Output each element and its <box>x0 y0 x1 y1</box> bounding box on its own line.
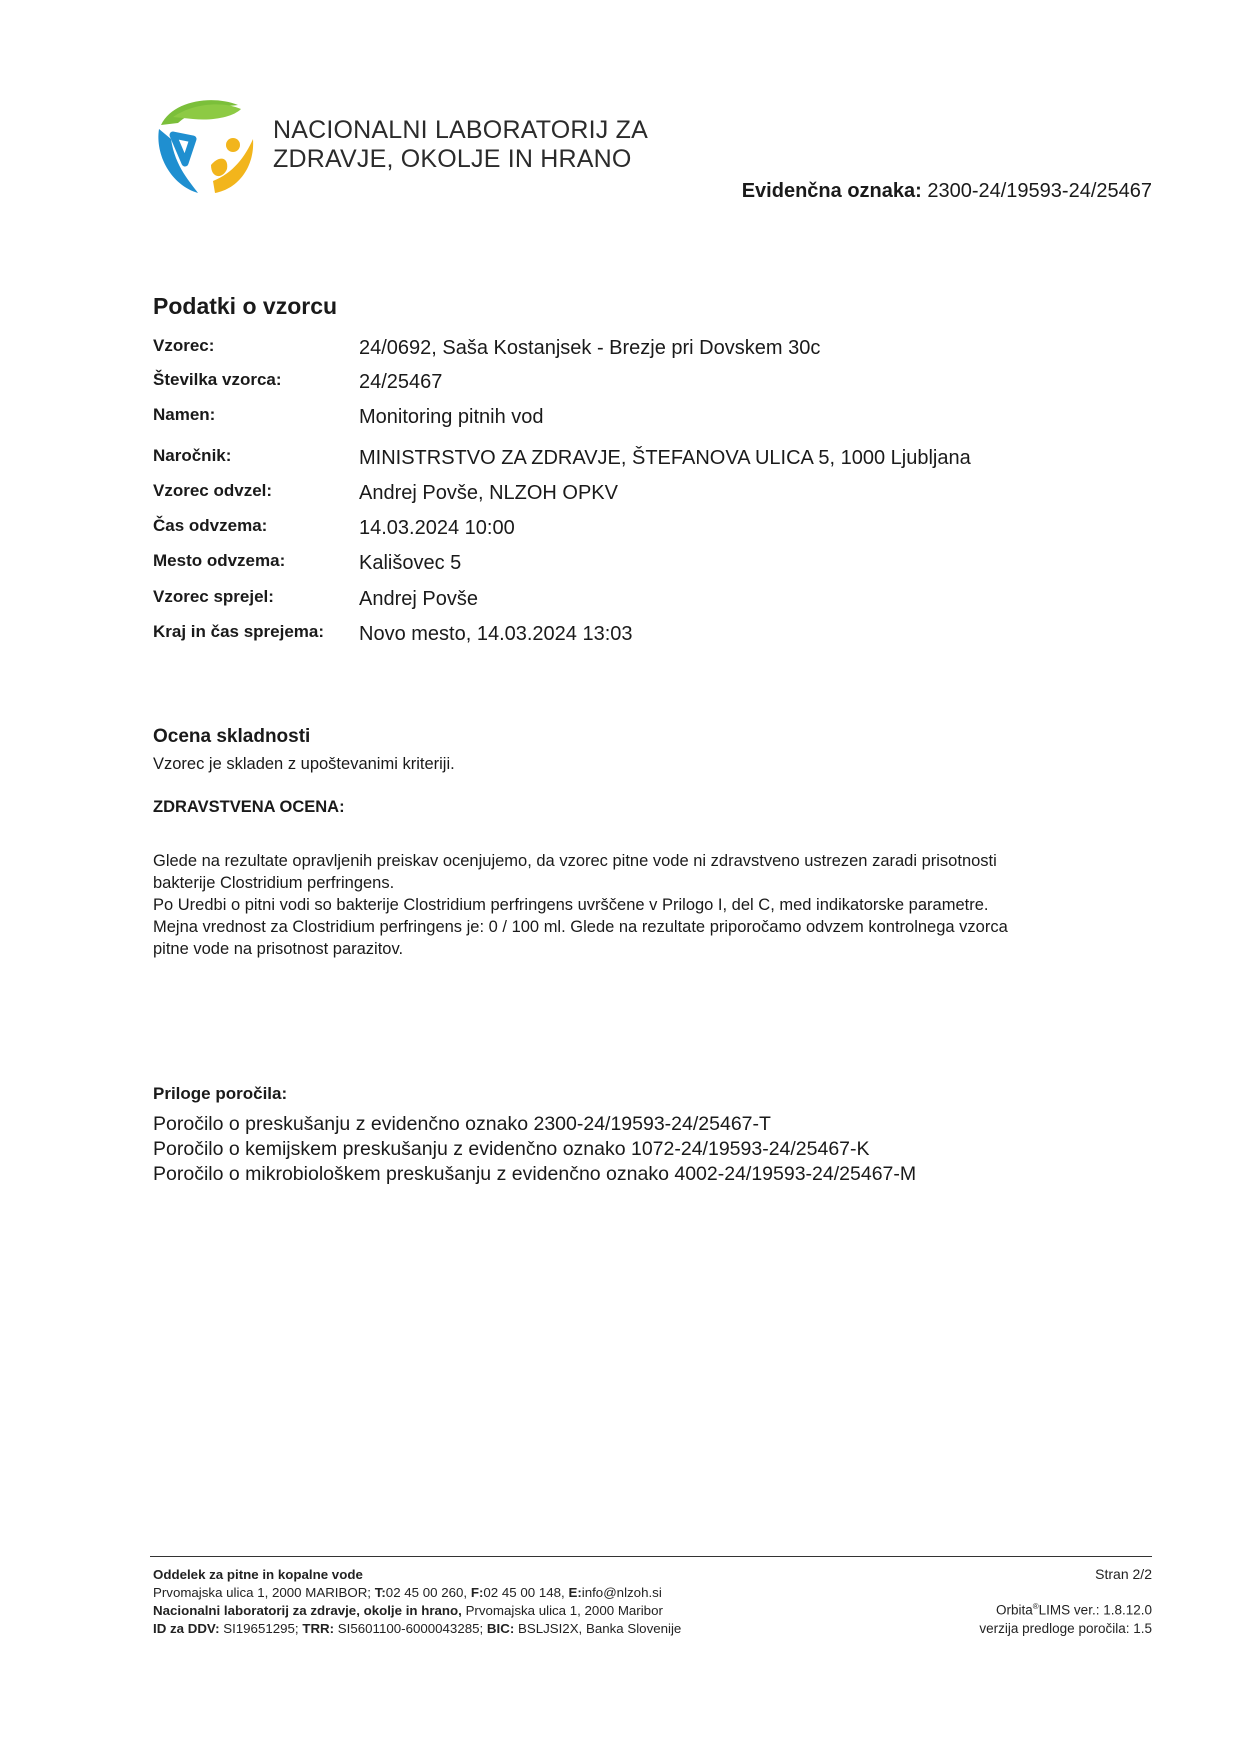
sample-section-title: Podatki o vzorcu <box>153 293 338 319</box>
row-value: MINISTRSTVO ZA ZDRAVJE, ŠTEFANOVA ULICA 5, 1000 Ljubljana <box>359 447 971 469</box>
row-label: Vzorec: <box>153 336 215 355</box>
assessment-line: bakterije Clostridium perfringens. <box>153 874 395 892</box>
sample-row <box>153 336 1153 366</box>
assessment-text: Vzorec je skladen z upoštevanimi kriteriji. <box>153 755 455 773</box>
row-label: Mesto odvzema: <box>153 551 286 570</box>
row-label: Namen: <box>153 405 216 424</box>
footer-address-line: Prvomajska ulica 1, 2000 MARIBOR; T:02 45 00 260, F:02 45 00 148, E:info@nlzoh.si <box>153 1585 662 1600</box>
reference-value: 2300-24/19593-24/25467 <box>927 180 1152 202</box>
health-assessment-title: ZDRAVSTVENA OCENA: <box>153 798 345 816</box>
attachments-title: Priloge poročila: <box>153 1084 288 1103</box>
sample-row <box>153 551 1153 581</box>
attachment-item: Poročilo o kemijskem preskušanju z evidenčno oznako 1072-24/19593-24/25467-K <box>153 1138 870 1160</box>
row-label: Vzorec sprejel: <box>153 587 274 606</box>
organization-name <box>273 116 648 174</box>
row-label: Naročnik: <box>153 446 232 465</box>
sample-row <box>153 370 1153 400</box>
health-assessment-text <box>153 850 1113 960</box>
row-value: 14.03.2024 10:00 <box>359 517 515 539</box>
row-value: Andrej Povše, NLZOH OPKV <box>359 482 618 504</box>
attachment-item: Poročilo o mikrobiološkem preskušanju z evidenčno oznako 4002-24/19593-24/25467-M <box>153 1163 917 1185</box>
org-name-line2: ZDRAVJE, OKOLJE IN HRANO <box>273 145 632 173</box>
assessment-line: pitne vode na prisotnost parazitov. <box>153 940 404 958</box>
nlzoh-logo <box>153 95 265 199</box>
footer-tax-line: ID za DDV: SI19651295; TRR: SI5601100-6000043285; BIC: BSLJSI2X, Banka Slovenije <box>153 1621 682 1636</box>
sample-row <box>153 405 1153 435</box>
footer-divider <box>150 1556 1152 1557</box>
reference-label: Evidenčna oznaka: <box>741 180 922 202</box>
row-value: Monitoring pitnih vod <box>359 406 544 428</box>
row-value: Novo mesto, 14.03.2024 13:03 <box>359 623 633 645</box>
attachments-list <box>153 1112 916 1187</box>
sample-row <box>153 481 1153 511</box>
sample-row <box>153 587 1153 617</box>
org-name-line1: NACIONALNI LABORATORIJ ZA <box>273 116 648 144</box>
footer-contact <box>153 1566 681 1638</box>
sample-row <box>153 622 1153 652</box>
footer-version-info <box>979 1598 1152 1638</box>
assessment-title: Ocena skladnosti <box>153 726 311 747</box>
row-value: Kališovec 5 <box>359 552 462 574</box>
row-label: Številka vzorca: <box>153 370 282 389</box>
row-label: Vzorec odvzel: <box>153 481 273 500</box>
row-label: Kraj in čas sprejema: <box>153 622 325 641</box>
sample-row <box>153 516 1153 546</box>
row-value: 24/25467 <box>359 371 443 393</box>
reference-number <box>742 180 1152 203</box>
footer-department: Oddelek za pitne in kopalne vode <box>153 1567 363 1582</box>
row-value: Andrej Povše <box>359 588 478 610</box>
row-value: 24/0692, Saša Kostanjsek - Brezje pri Dovskem 30c <box>359 337 821 359</box>
sample-row <box>153 446 1153 476</box>
page-number: Stran 2/2 <box>1095 1566 1152 1582</box>
footer-institution-line: Nacionalni laboratorij za zdravje, okolje in hrano, Prvomajska ulica 1, 2000 Maribor <box>153 1603 663 1618</box>
assessment-line: Mejna vrednost za Clostridium perfringens je: 0 / 100 ml. Glede na rezultate priporočamo odvzem kontrolnega vzorca <box>153 918 1008 936</box>
assessment-line: Glede na rezultate opravljenih preiskav ocenjujemo, da vzorec pitne vode ni zdravstveno ustrezen zaradi prisotnosti <box>153 852 997 870</box>
assessment-line: Po Uredbi o pitni vodi so bakterije Clostridium perfringens uvrščene v Prilogo I, del C, med indikatorske parametre. <box>153 896 989 914</box>
attachment-item: Poročilo o preskušanju z evidenčno oznako 2300-24/19593-24/25467-T <box>153 1113 771 1135</box>
template-version: verzija predloge poročila: 1.5 <box>979 1620 1152 1636</box>
row-label: Čas odvzema: <box>153 516 268 535</box>
lims-version: Orbita®LIMS ver.: 1.8.12.0 <box>996 1602 1152 1618</box>
